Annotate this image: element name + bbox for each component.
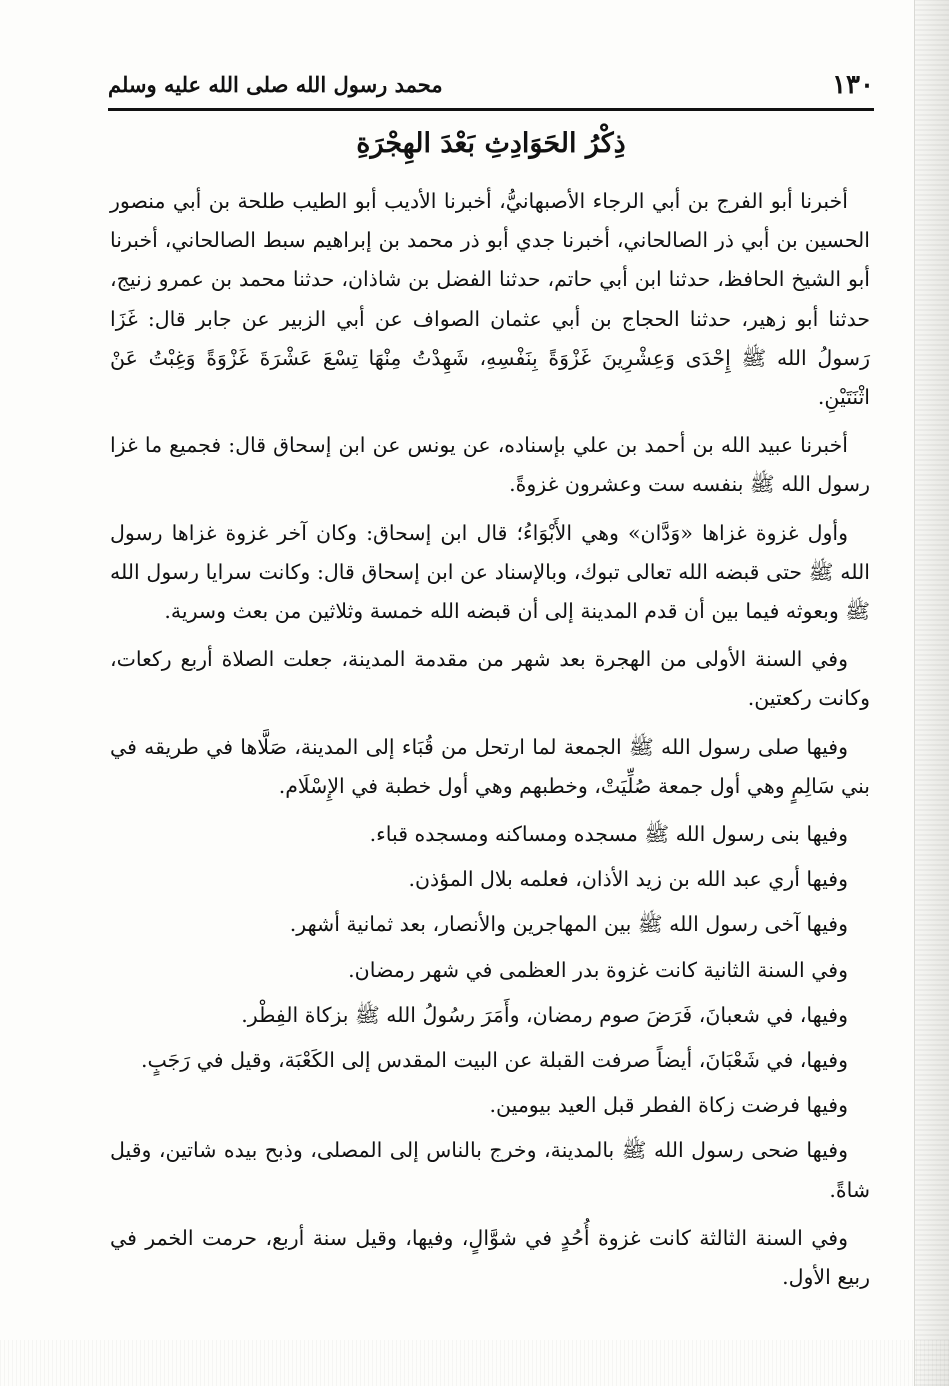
header-rule xyxy=(108,108,874,111)
running-head: محمد رسول الله صلى الله عليه وسلم xyxy=(108,72,443,97)
paragraph-11: وفيها، في شَعْبَانَ، أيضاً صرفت القبلة عن البيت المقدس إلى الكَعْبَة، وقيل في رَجَبٍ. xyxy=(140,1048,848,1073)
page-edge-bottom xyxy=(0,1340,949,1386)
page-body xyxy=(110,182,870,1306)
paragraph-9: وفي السنة الثانية كانت غزوة بدر العظمى في شهر رمضان. xyxy=(348,957,848,982)
paragraph-10: وفيها، في شعبانَ، فَرَضَ صوم رمضان، وأَمَرَ رسُولُ الله ﷺ بزكاة الفِطْر. xyxy=(241,1002,848,1027)
paragraph-14: وفي السنة الثالثة كانت غزوة أُحُدٍ في شوَّالٍ، وفيها، وقيل سنة أربع، حرمت الخمر في ربيع الأول. xyxy=(110,1225,870,1290)
page-header xyxy=(108,62,874,106)
paragraph-5: وفيها صلى رسول الله ﷺ الجمعة لما ارتحل من قُبَاء إلى المدينة، صَلَّاها في طريقه في بني سَالِمٍ وهي أول جمعة صُلِّيَتْ، وخطبهم وهي أول خطبة في الإِسْلَام. xyxy=(110,734,870,798)
paragraph-6: وفيها بنى رسول الله ﷺ مسجده ومساكنه ومسجده قباء. xyxy=(369,822,848,847)
paragraph-13: وفيها ضحى رسول الله ﷺ بالمدينة، وخرج بالناس إلى المصلى، وذبح بيده شاتين، وقيل شاةً. xyxy=(110,1138,870,1202)
paragraph-1: أخبرنا أبو الفرج بن أبي الرجاء الأصبهانيُّ، أخبرنا الأديب أبو الطيب طلحة بن أبي منصور الحسين بن أبي ذر الصالحاني، أخبرنا جدي أبو ذر محمد بن إبراهيم سبط الصالحاني، أخبرنا أبو الشيخ الحافظ، حدثنا ابن أبي حاتم، حدثنا الفضل بن شاذان، حدثنا محمد بن عمرو زنيج، حدثنا أبو زهير، حدثنا الحجاج بن أبي عثمان الصواف عن أبي الزبير عن جابر قال: غَزَا رَسولُ الله ﷺ إِحْدَى وَعِشْرِينَ غَزْوَةً بِنَفْسِهِ، شَهِدْتُ مِنْهَا تِسْعَ عَشْرَةَ غَزْوَةً وَغِبْتُ عَنْ اثْنَتَيْنِ. xyxy=(110,189,870,410)
paragraph-8: وفيها آخى رسول الله ﷺ بين المهاجرين والأنصار، بعد ثمانية أشهر. xyxy=(289,912,848,937)
chapter-title: ذِكْرُ الحَوَادِثِ بَعْدَ الهِجْرَةِ xyxy=(356,128,626,159)
paragraph-12: وفيها فرضت زكاة الفطر قبل العيد بيومين. xyxy=(489,1093,848,1118)
paragraph-7: وفيها أري عبد الله بن زيد الأذان، فعلمه بلال المؤذن. xyxy=(408,867,848,892)
page-edge-right xyxy=(914,0,949,1386)
page-number: ١٣٠ xyxy=(832,70,874,100)
paragraph-2: أخبرنا عبيد الله بن أحمد بن علي بإسناده، عن يونس عن ابن إسحاق قال: فجميع ما غزا رسول الله ﷺ بنفسه ست وعشرون غزوةً. xyxy=(110,433,870,497)
paragraph-4: وفي السنة الأولى من الهجرة بعد شهر من مقدمة المدينة، جعلت الصلاة أربع ركعات، وكانت ركعتين. xyxy=(110,647,870,711)
paragraph-3: وأول غزوة غزاها «وَدَّان» وهي الأَبْوَاءُ؛ قال ابن إسحاق: وكان آخر غزوة غزاها رسول الله ﷺ حتى قبضه الله تعالى تبوك، وبالإسناد عن ابن إسحاق قال: وكانت سرايا رسول الله ﷺ وبعوثه فيما بين أن قدم المدينة إلى أن قبضه الله خمسة وثلاثين من بعث وسرية. xyxy=(110,520,870,624)
